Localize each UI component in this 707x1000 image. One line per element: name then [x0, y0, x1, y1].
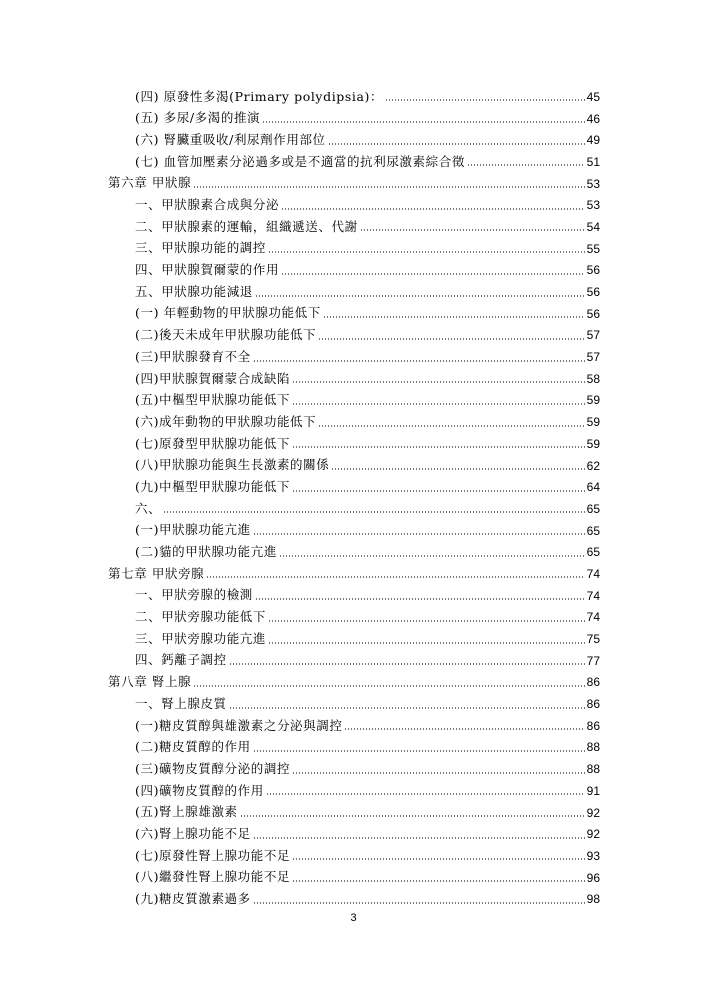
toc-section-entry[interactable]	[0, 476, 707, 498]
toc-entry-title: (七) 血管加壓素分泌過多或是不適當的抗利尿激素綜合徵	[135, 153, 465, 169]
toc-section-entry[interactable]	[0, 737, 707, 759]
dot-leader	[255, 288, 585, 297]
toc-row	[135, 585, 600, 607]
toc-row	[135, 281, 600, 303]
toc-row	[135, 455, 600, 477]
dot-leader	[323, 309, 585, 318]
toc-entry-page: 51	[586, 154, 600, 169]
dot-leader	[344, 721, 585, 730]
toc-row	[135, 346, 600, 368]
toc-entry-page: 56	[586, 306, 600, 321]
dot-leader	[292, 439, 585, 448]
toc-entry-page: 65	[586, 545, 600, 560]
toc-section-entry[interactable]	[0, 541, 707, 563]
toc-entry-page: 45	[586, 89, 600, 104]
toc-entry-page: 46	[586, 111, 600, 126]
toc-section-entry[interactable]	[0, 585, 707, 607]
toc-entry-page: 98	[586, 892, 600, 907]
toc-row	[135, 628, 600, 650]
toc-entry-title: 三、甲狀旁腺功能亢進	[135, 630, 267, 646]
toc-section-entry[interactable]	[0, 780, 707, 802]
toc-entry-page: 91	[586, 783, 600, 798]
toc-section-entry[interactable]	[0, 411, 707, 433]
toc-entry-title: (四)甲狀腺賀爾蒙合成缺陷	[135, 370, 291, 386]
dot-leader	[268, 635, 585, 644]
toc-section-entry[interactable]	[0, 260, 707, 282]
toc-row	[135, 867, 600, 889]
dot-leader	[292, 374, 585, 383]
toc-row	[135, 520, 600, 542]
toc-row	[135, 780, 600, 802]
toc-row	[135, 758, 600, 780]
toc-row	[135, 433, 600, 455]
toc-row	[108, 563, 600, 585]
toc-entry-title: (五)腎上腺雄激素	[135, 804, 238, 820]
toc-entry-page: 64	[586, 480, 600, 495]
dot-leader	[255, 591, 585, 600]
toc-entry-page: 88	[586, 740, 600, 755]
toc-entry-page: 77	[586, 653, 600, 668]
dot-leader	[206, 569, 585, 578]
toc-section-entry[interactable]	[0, 520, 707, 542]
toc-row	[135, 216, 600, 238]
toc-entry-page: 86	[586, 718, 600, 733]
toc-section-entry[interactable]	[0, 368, 707, 390]
toc-entry-page: 74	[586, 588, 600, 603]
dot-leader	[240, 808, 585, 817]
toc-entry-title: (四)礦物皮質醇的作用	[135, 782, 264, 798]
toc-entry-title: (九)糖皮質激素過多	[135, 891, 251, 907]
toc-row	[135, 845, 600, 867]
toc-entry-page: 65	[586, 501, 600, 516]
toc-row	[108, 173, 600, 195]
toc-entry-title: (一)糖皮質醇與雄激素之分泌與調控	[135, 717, 343, 733]
dot-leader	[253, 895, 585, 904]
toc-entry-title: (七)原發性腎上腺功能不足	[135, 847, 291, 863]
toc-entry-title: (一) 年輕動物的甲狀腺功能低下	[135, 305, 321, 321]
toc-entry-title: (二)後天未成年甲狀腺功能低下	[135, 327, 317, 343]
toc-section-entry[interactable]	[0, 802, 707, 824]
page-number: 3	[350, 912, 357, 924]
toc-entry-page: 88	[586, 762, 600, 777]
toc-section-entry[interactable]	[0, 867, 707, 889]
toc-row	[135, 260, 600, 282]
dot-leader	[229, 700, 585, 709]
toc-entry-title: (五) 多尿/多渴的推演	[135, 110, 261, 126]
toc-row	[135, 238, 600, 260]
toc-section-entry[interactable]	[0, 607, 707, 629]
toc-section-entry[interactable]	[0, 281, 707, 303]
dot-leader	[253, 526, 585, 535]
toc-section-entry[interactable]	[0, 108, 707, 130]
toc-entry-page: 93	[586, 848, 600, 863]
toc-entry-title: 三、甲狀腺功能的調控	[135, 240, 267, 256]
toc-section-entry[interactable]	[0, 151, 707, 173]
toc-entry-title: 五、甲狀腺功能減退	[135, 283, 253, 299]
dot-leader	[253, 743, 585, 752]
toc-row	[135, 802, 600, 824]
toc-section-entry[interactable]	[0, 86, 707, 108]
toc-entry-title: 一、腎上腺皮質	[135, 695, 227, 711]
toc-row	[135, 129, 600, 151]
toc-chapter-entry[interactable]	[0, 563, 707, 585]
toc-row	[135, 823, 600, 845]
toc-entry-title: 四、甲狀腺賀爾蒙的作用	[135, 262, 280, 278]
toc-chapter-entry[interactable]	[0, 672, 707, 694]
dot-leader	[266, 786, 585, 795]
toc-entry-title: (二)貓的甲狀腺功能亢進	[135, 544, 277, 560]
toc-row	[135, 541, 600, 563]
toc-entry-page: 53	[586, 198, 600, 213]
toc-section-entry[interactable]	[0, 129, 707, 151]
toc-row	[135, 650, 600, 672]
toc-section-entry[interactable]	[0, 238, 707, 260]
toc-entry-title: 一、甲狀旁腺的檢測	[135, 587, 253, 603]
toc-section-entry[interactable]	[0, 823, 707, 845]
toc-entry-page: 59	[586, 415, 600, 430]
toc-entry-page: 65	[586, 523, 600, 538]
toc-entry-title: 一、甲狀腺素合成與分泌	[135, 197, 280, 213]
toc-section-entry[interactable]	[0, 715, 707, 737]
toc-entry-page: 96	[586, 870, 600, 885]
toc-entry-title: (六)腎上腺功能不足	[135, 825, 251, 841]
toc-section-entry[interactable]	[0, 303, 707, 325]
toc-entry-title: (六) 腎臟重吸收/利尿劑作用部位	[135, 131, 326, 147]
toc-entry-title: 二、甲狀腺素的運輸，組織遞送、代謝	[135, 218, 358, 234]
toc-row	[135, 411, 600, 433]
dot-leader	[292, 873, 585, 882]
toc-entry-page: 56	[586, 285, 600, 300]
toc-section-entry[interactable]	[0, 888, 707, 910]
toc-entry-title: (三)甲狀腺發育不全	[135, 348, 251, 364]
dot-leader	[262, 114, 585, 123]
dot-leader	[253, 353, 585, 362]
toc-entry-title: (八)甲狀腺功能與生長激素的關係	[135, 457, 330, 473]
dot-leader	[193, 179, 585, 188]
toc-entry-page: 59	[586, 393, 600, 408]
toc-entry-page: 92	[586, 805, 600, 820]
toc-entry-title: 六、	[135, 500, 162, 516]
toc-entry-title: (六)成年動物的甲狀腺功能低下	[135, 413, 317, 429]
toc-entry-title: 第六章 甲狀腺	[108, 175, 192, 191]
toc-row	[135, 737, 600, 759]
toc-entry-page: 74	[586, 610, 600, 625]
toc-entry-page: 58	[586, 371, 600, 386]
toc-entry-page: 56	[586, 263, 600, 278]
toc-entry-page: 92	[586, 827, 600, 842]
toc-row	[135, 476, 600, 498]
dot-leader	[268, 613, 585, 622]
toc-entry-title: (九)中樞型甲狀腺功能低下	[135, 478, 291, 494]
table-of-contents	[0, 86, 707, 910]
toc-section-entry[interactable]	[0, 346, 707, 368]
toc-entry-page: 74	[586, 566, 600, 581]
toc-entry-page: 59	[586, 436, 600, 451]
toc-entry-page: 53	[586, 176, 600, 191]
dot-leader	[163, 504, 585, 513]
toc-row	[135, 368, 600, 390]
toc-section-entry[interactable]	[0, 758, 707, 780]
toc-section-entry[interactable]	[0, 845, 707, 867]
dot-leader	[281, 201, 585, 210]
dot-leader	[385, 92, 585, 101]
toc-row	[135, 693, 600, 715]
dot-leader	[292, 851, 585, 860]
toc-entry-title: (一)甲狀腺功能亢進	[135, 522, 251, 538]
toc-entry-page: 62	[586, 458, 600, 473]
dot-leader	[331, 461, 585, 470]
toc-section-entry[interactable]	[0, 693, 707, 715]
toc-entry-page: 54	[586, 219, 600, 234]
toc-section-entry[interactable]	[0, 498, 707, 520]
toc-entry-title: 第八章 腎上腺	[108, 674, 192, 690]
toc-section-entry[interactable]	[0, 433, 707, 455]
toc-entry-title: 四、鈣離子調控	[135, 652, 227, 668]
toc-entry-page: 86	[586, 675, 600, 690]
toc-row	[135, 715, 600, 737]
dot-leader	[360, 222, 585, 231]
toc-entry-title: 第七章 甲狀旁腺	[108, 565, 205, 581]
toc-row	[135, 86, 600, 108]
dot-leader	[279, 548, 585, 557]
toc-row	[135, 303, 600, 325]
toc-section-entry[interactable]	[0, 628, 707, 650]
toc-row	[135, 498, 600, 520]
toc-entry-page: 75	[586, 632, 600, 647]
dot-leader	[229, 656, 585, 665]
toc-entry-title: (二)糖皮質醇的作用	[135, 739, 251, 755]
toc-row	[135, 888, 600, 910]
toc-chapter-entry[interactable]	[0, 173, 707, 195]
toc-entry-page: 86	[586, 697, 600, 712]
toc-section-entry[interactable]	[0, 194, 707, 216]
dot-leader	[292, 765, 585, 774]
toc-entry-page: 57	[586, 328, 600, 343]
dot-leader	[328, 136, 585, 145]
toc-row	[135, 151, 600, 173]
dot-leader	[467, 157, 585, 166]
dot-leader	[318, 331, 585, 340]
dot-leader	[281, 266, 585, 275]
toc-row	[108, 672, 600, 694]
dot-leader	[193, 678, 585, 687]
toc-section-entry[interactable]	[0, 455, 707, 477]
toc-entry-title: 二、甲狀旁腺功能低下	[135, 609, 267, 625]
toc-section-entry[interactable]	[0, 650, 707, 672]
toc-entry-title: (五)中樞型甲狀腺功能低下	[135, 392, 291, 408]
toc-entry-title: (四) 原發性多渴(Primary polydipsia)：	[135, 88, 384, 104]
toc-entry-title: (八)繼發性腎上腺功能不足	[135, 869, 291, 885]
toc-row	[135, 325, 600, 347]
toc-row	[135, 194, 600, 216]
toc-row	[135, 108, 600, 130]
dot-leader	[292, 483, 585, 492]
toc-entry-page: 57	[586, 350, 600, 365]
dot-leader	[253, 830, 585, 839]
toc-row	[135, 607, 600, 629]
dot-leader	[268, 244, 585, 253]
dot-leader	[318, 418, 585, 427]
toc-section-entry[interactable]	[0, 325, 707, 347]
toc-section-entry[interactable]	[0, 390, 707, 412]
toc-entry-page: 49	[586, 133, 600, 148]
toc-entry-title: (七)原發型甲狀腺功能低下	[135, 435, 291, 451]
toc-entry-title: (三)礦物皮質醇分泌的調控	[135, 760, 291, 776]
toc-section-entry[interactable]	[0, 216, 707, 238]
toc-row	[135, 390, 600, 412]
dot-leader	[292, 396, 585, 405]
toc-entry-page: 55	[586, 241, 600, 256]
